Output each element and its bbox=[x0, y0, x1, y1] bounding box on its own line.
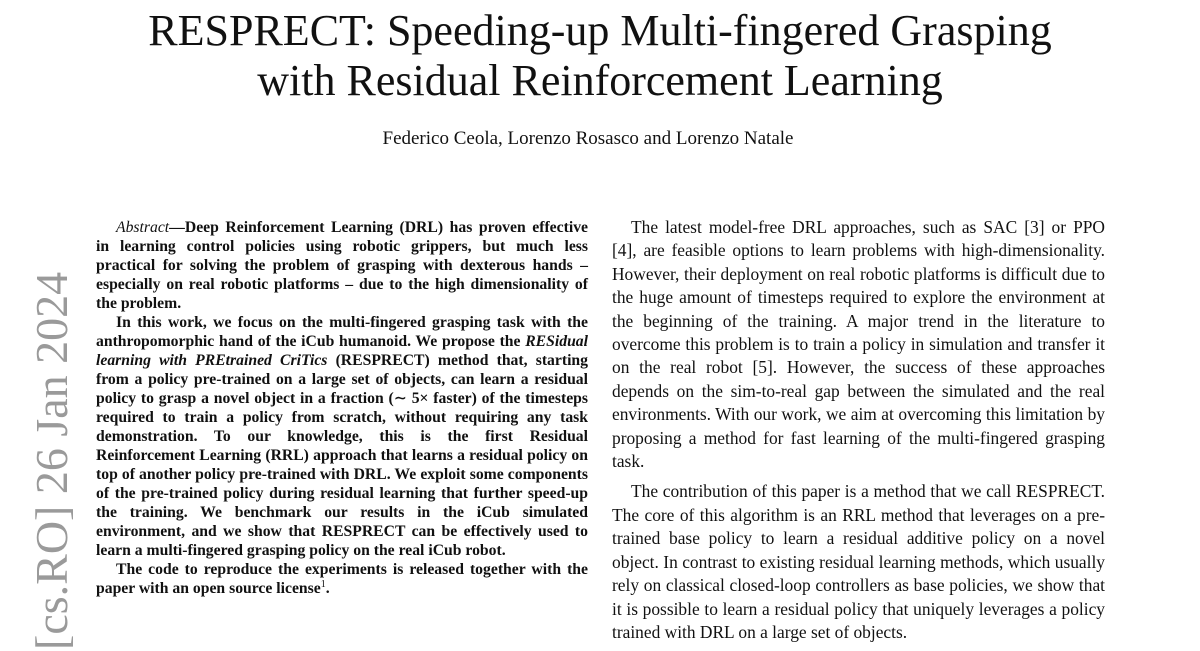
abstract-text-1: —Deep Reinforcement Learning (DRL) has proven effective in learning control policies using robotic grippers, but much less practical for solving the problem of grasping with dexterous hands – especially on real robotic platforms – due to the high dimensionality of the problem. bbox=[96, 219, 588, 312]
title-line-1: RESPRECT: Speeding-up Multi-fingered Grasping bbox=[148, 6, 1052, 55]
author-list: Federico Ceola, Lorenzo Rosasco and Lorenzo Natale bbox=[382, 128, 794, 149]
method-name-emphasis: RESidual learning with PREtrained CriTics bbox=[96, 333, 588, 369]
abstract-text-3: The code to reproduce the experiments is released together with the paper with an open source license bbox=[96, 561, 588, 597]
abstract-paragraph-3 bbox=[96, 560, 588, 598]
abstract-text-2b: (RESPRECT) method that, starting from a policy pre-trained on a large set of objects, can learn a residual policy to grasp a novel object in a fraction (∼ 5× faster) of the timesteps required to train a policy from scratch, without requiring any task demonstration. To our knowledge, this is the first Residual Reinforcement Learning (RRL) approach that learns a residual policy on top of another policy pre-trained with DRL. We exploit some components of the pre-trained policy during residual learning that further speed-up the training. We benchmark our results in the iCub simulated environment, and we show that RESPRECT can be effectively used to learn a multi-fingered grasping policy on the real iCub robot. bbox=[96, 352, 588, 559]
abstract-text-2a: In this work, we focus on the multi-fingered grasping task with the anthropomorphic hand of the iCub humanoid. We propose the bbox=[96, 314, 588, 350]
abstract bbox=[96, 218, 588, 598]
introduction-column bbox=[612, 216, 1105, 651]
paper-title bbox=[0, 6, 1200, 106]
footnote-marker: 1 bbox=[320, 578, 326, 590]
arxiv-stamp: [cs.RO] 26 Jan 2024 bbox=[26, 271, 77, 650]
abstract-label: Abstract bbox=[116, 219, 170, 236]
intro-paragraph-2: The contribution of this paper is a method that we call RESPRECT. The core of this algorithm is an RRL method that leverages on a pre-trained base policy to learn a residual additive policy on a novel object. In contrast to existing residual learning methods, which usually rely on classical closed-loop controllers as base policies, we show that it is possible to learn a residual policy that uniquely leverages a policy trained with DRL on a large set of objects. bbox=[612, 481, 1105, 642]
abstract-text-3-end: . bbox=[325, 580, 330, 597]
intro-paragraph-1: The latest model-free DRL approaches, such as SAC [3] or PPO [4], are feasible options to learn problems with high-dimensionality. However, their deployment on real robotic platforms is difficult due to the huge amount of timesteps required to explore the environment at the beginning of the training. A major trend in the literature to overcome this problem is to train a policy in simulation and transfer it on the real robot [5]. However, the success of these approaches depends on the sim-to-real gap between the simulated and the real environments. With our work, we aim at overcoming this limitation by proposing a method for fast learning of the multi-fingered grasping task. bbox=[612, 217, 1105, 472]
abstract-paragraph-1 bbox=[96, 218, 588, 313]
title-line-2: with Residual Reinforcement Learning bbox=[257, 56, 943, 105]
abstract-paragraph-2 bbox=[96, 313, 588, 560]
